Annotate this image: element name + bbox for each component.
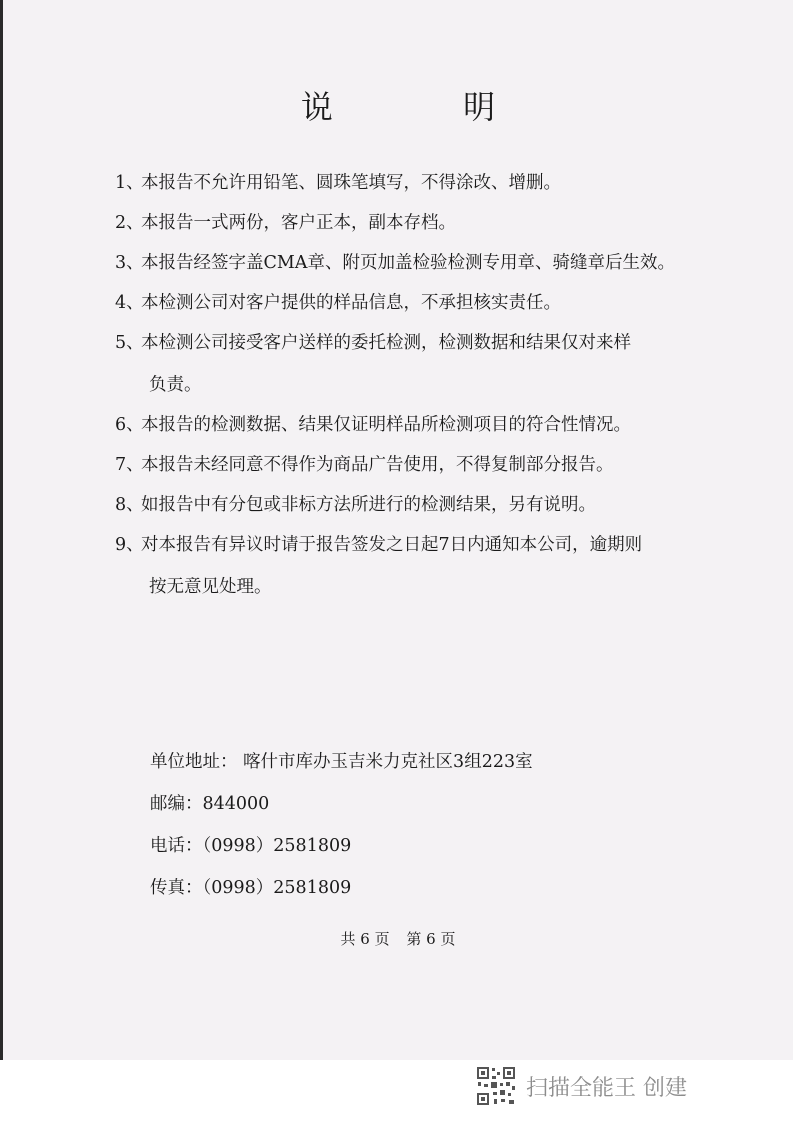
- watermark-text: 扫描全能王 创建: [526, 1075, 687, 1101]
- item-text: 对本报告有异议时请于报告签发之日起7日内通知本公司，逾期则: [141, 535, 643, 555]
- postcode-line: 邮编：844000: [150, 794, 270, 814]
- scanner-watermark: [476, 1066, 687, 1106]
- fax-line: 传真：（0998）2581809: [150, 878, 352, 898]
- item-number: 5、: [115, 333, 144, 353]
- page-title: 说 明: [300, 88, 556, 126]
- item-text-continuation: 按无意见处理。: [149, 577, 272, 597]
- item-text: 本报告经签字盖CMA章、附页加盖检验检测专用章、骑缝章后生效。: [141, 253, 675, 273]
- item-number: 9、: [115, 535, 144, 555]
- item-text: 本报告未经同意不得作为商品广告使用，不得复制部分报告。: [141, 455, 614, 475]
- item-text-wrapper: [141, 532, 675, 600]
- item-text: 本检测公司接受客户送样的委托检测，检测数据和结果仅对来样: [141, 333, 631, 353]
- list-item: [115, 250, 675, 276]
- current-page: 第 6 页: [406, 930, 456, 948]
- qr-code-icon: [476, 1066, 516, 1106]
- item-number: 7、: [115, 455, 144, 475]
- item-number: 3、: [115, 253, 144, 273]
- item-text-continuation: 负责。: [149, 375, 202, 395]
- list-item: [115, 412, 675, 438]
- item-text: 如报告中有分包或非标方法所进行的检测结果，另有说明。: [141, 495, 596, 515]
- item-number: 2、: [115, 213, 144, 233]
- notes-list: [115, 170, 675, 614]
- item-text: 本检测公司对客户提供的样品信息，不承担核实责任。: [141, 293, 561, 313]
- phone-line: 电话：（0998）2581809: [150, 836, 352, 856]
- item-text: 本报告不允许用铅笔、圆珠笔填写，不得涂改、增删。: [141, 173, 561, 193]
- page-footer: [3, 928, 793, 949]
- contact-block: [150, 748, 533, 916]
- total-pages: 共 6 页: [340, 930, 390, 948]
- item-number: 4、: [115, 293, 144, 313]
- list-item: [115, 452, 675, 478]
- list-item: [115, 290, 675, 316]
- address-line: 单位地址： 喀什市库办玉吉米力克社区3组223室: [150, 752, 533, 772]
- item-text: 本报告的检测数据、结果仅证明样品所检测项目的符合性情况。: [141, 415, 631, 435]
- item-text: 本报告一式两份，客户正本，副本存档。: [141, 213, 456, 233]
- list-item: [115, 492, 675, 518]
- list-item: [115, 170, 675, 196]
- item-number: 8、: [115, 495, 144, 515]
- list-item: [115, 532, 675, 600]
- item-text-wrapper: [141, 330, 675, 398]
- list-item: [115, 330, 675, 398]
- item-number: 1、: [115, 173, 144, 193]
- item-number: 6、: [115, 415, 144, 435]
- list-item: [115, 210, 675, 236]
